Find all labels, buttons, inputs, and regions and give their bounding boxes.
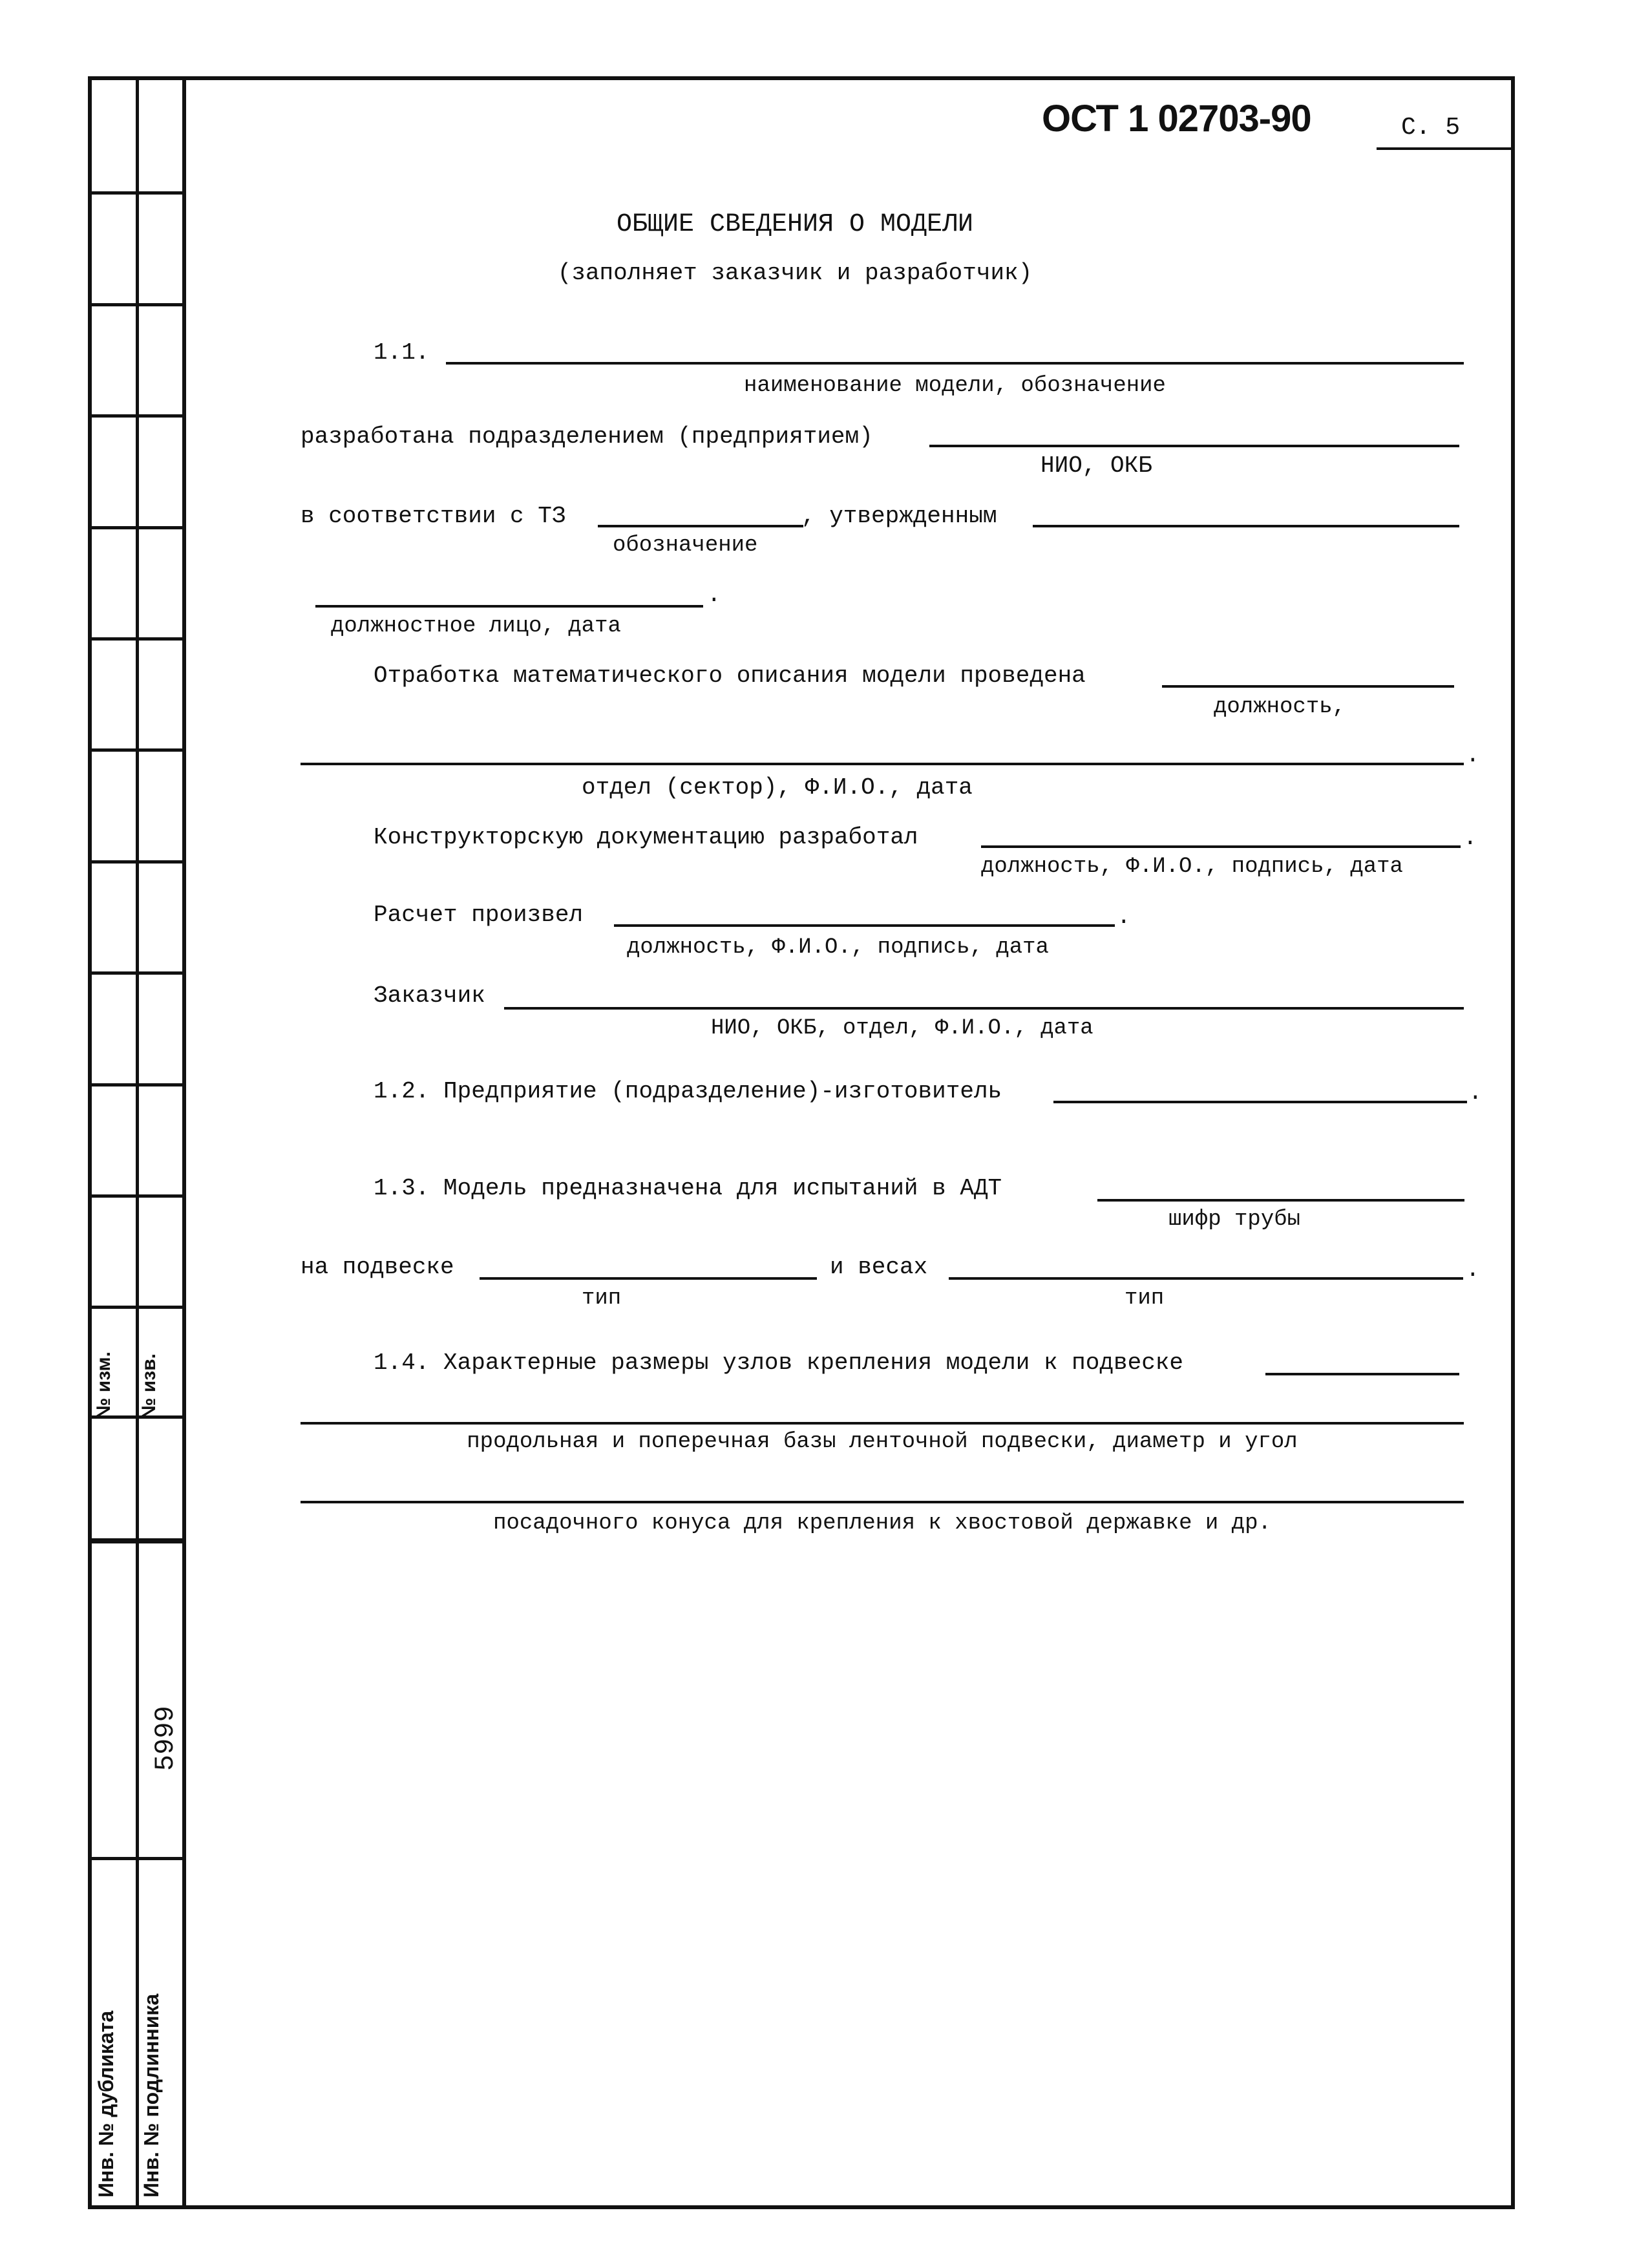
field-official[interactable]: [315, 605, 703, 608]
caption-pos-sign-1: должность, Ф.И.О., подпись, дата: [981, 854, 1403, 879]
field-calc[interactable]: [614, 924, 1115, 927]
side-stamp-upper: [88, 76, 182, 1542]
page-underline: [1377, 147, 1511, 150]
label-developed-by: разработана подразделением (предприятием): [301, 423, 873, 450]
label-approved: , утвержденным: [801, 503, 997, 529]
label-calc: Расчет произвел: [374, 902, 584, 928]
label-suspension: на подвеске: [301, 1254, 454, 1280]
label-customer: Заказчик: [374, 982, 485, 1009]
doc-number: ОСТ 1 02703-90: [1042, 98, 1311, 140]
caption-official: должностное лицо, дата: [331, 614, 621, 639]
caption-dimensions-2: посадочного конуса для крепления к хвостовой державке и др.: [493, 1511, 1271, 1536]
field-design-doc[interactable]: [981, 845, 1461, 848]
field-approved-by[interactable]: [1033, 525, 1459, 527]
label-per-tz: в соответствии с ТЗ: [301, 503, 566, 529]
caption-type-1: тип: [582, 1286, 622, 1311]
caption-model-name: наименование модели, обозначение: [744, 374, 1166, 398]
caption-dept: отдел (сектор), Ф.И.О., дата: [582, 774, 973, 801]
page-number: С. 5: [1401, 114, 1461, 142]
field-model-name[interactable]: [446, 362, 1464, 365]
label-manufacturer: 1.2. Предприятие (подразделение)-изготовитель: [374, 1078, 1002, 1105]
label-purpose: 1.3. Модель предназначена для испытаний в АДТ: [374, 1175, 1002, 1202]
dot-1: .: [707, 582, 721, 608]
field-dimensions-3[interactable]: [301, 1501, 1464, 1503]
caption-tube-code: шифр трубы: [1168, 1207, 1301, 1232]
field-tz[interactable]: [598, 525, 803, 527]
caption-designation: обозначение: [613, 533, 758, 558]
inventory-number: 5999: [150, 1706, 181, 1771]
field-dimensions-2[interactable]: [301, 1422, 1464, 1425]
page-subtitle: (заполняет заказчик и разработчик): [557, 260, 1033, 286]
field-suspension[interactable]: [480, 1277, 817, 1280]
izm-label: № изм.: [93, 1351, 114, 1419]
dot-6: .: [1466, 1256, 1480, 1283]
dot-5: .: [1468, 1079, 1483, 1106]
field-developer[interactable]: [929, 445, 1459, 447]
label-design-doc: Конструкторскую документацию разработал: [374, 824, 918, 851]
field-manufacturer[interactable]: [1053, 1101, 1467, 1103]
dot-4: .: [1117, 904, 1131, 930]
caption-position: должность,: [1214, 695, 1346, 719]
orig-label: Инв. № подлинника: [140, 1993, 163, 2198]
caption-pos-sign-2: должность, Ф.И.О., подпись, дата: [627, 935, 1049, 960]
label-dimensions: 1.4. Характерные размеры узлов крепления модели к подвеске: [374, 1350, 1184, 1376]
izv-label: № изв.: [138, 1353, 160, 1419]
field-customer[interactable]: [504, 1007, 1464, 1010]
field-tube-code[interactable]: [1097, 1199, 1464, 1202]
sec11-number: 1.1.: [374, 339, 430, 366]
caption-nio: НИО, ОКБ: [1041, 452, 1152, 479]
field-math-position[interactable]: [1162, 685, 1454, 688]
caption-type-2: тип: [1125, 1286, 1165, 1311]
dup-label: Инв. № дубликата: [94, 2010, 118, 2198]
caption-customer: НИО, ОКБ, отдел, Ф.И.О., дата: [711, 1016, 1093, 1041]
dot-3: .: [1463, 825, 1477, 851]
label-math-desc: Отработка математического описания модели проведена: [374, 662, 1086, 689]
caption-dimensions-1: продольная и поперечная базы ленточной подвески, диаметр и угол: [467, 1430, 1298, 1454]
label-scales: и весах: [830, 1254, 928, 1280]
dot-2: .: [1466, 742, 1480, 768]
field-math-dept[interactable]: [301, 763, 1464, 765]
field-scales[interactable]: [949, 1277, 1463, 1280]
page-title: ОБЩИЕ СВЕДЕНИЯ О МОДЕЛИ: [616, 210, 974, 239]
field-dimensions-1[interactable]: [1265, 1373, 1459, 1375]
